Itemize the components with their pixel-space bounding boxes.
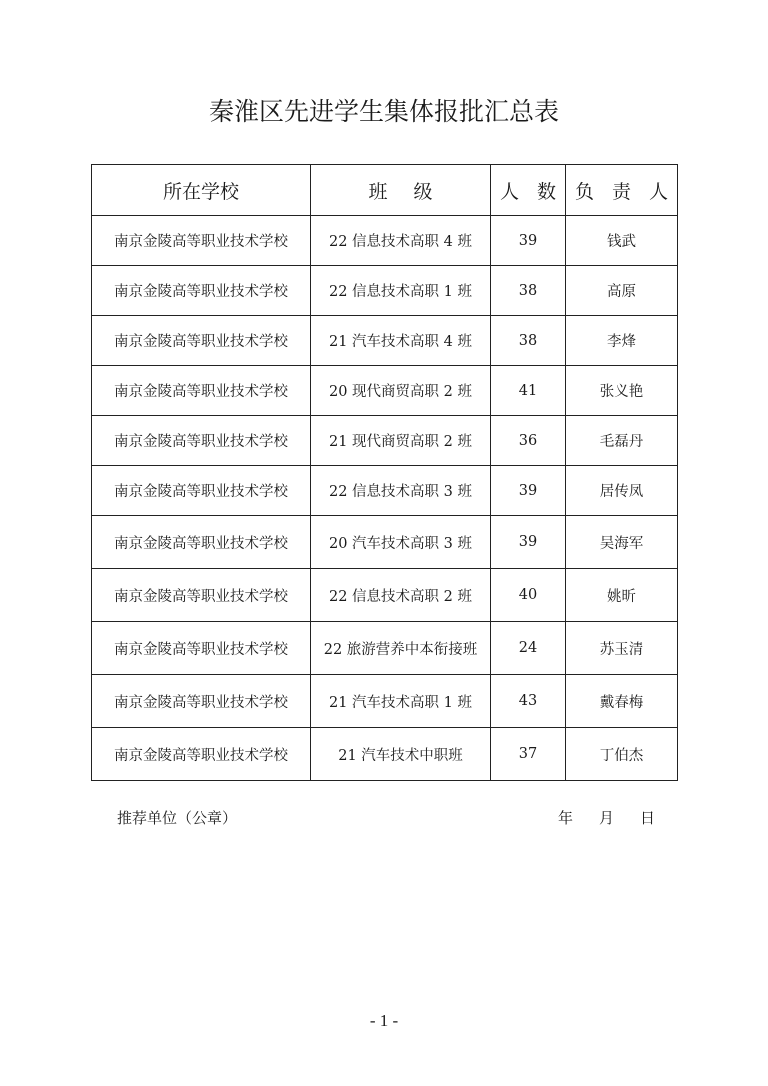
table-row: [92, 216, 678, 266]
cell-class: 21 汽车技术高职 1 班: [311, 675, 491, 728]
cell-lead: 丁伯杰: [566, 728, 678, 781]
cell-lead: 高原: [566, 266, 678, 316]
document-title: 秦淮区先进学生集体报批汇总表: [208, 97, 559, 126]
cell-lead: 钱武: [566, 216, 678, 266]
header-school: 所在学校: [92, 165, 311, 216]
cell-class: 22 信息技术高职 1 班: [311, 266, 491, 316]
cell-class: 20 现代商贸高职 2 班: [311, 366, 491, 416]
cell-class: 21 汽车技术高职 4 班: [311, 316, 491, 366]
date-line: [558, 807, 655, 828]
cell-lead: 李烽: [566, 316, 678, 366]
table-row: [92, 466, 678, 516]
cell-school: 南京金陵高等职业技术学校: [92, 366, 311, 416]
cell-lead: 姚昕: [566, 569, 678, 622]
cell-count: 40: [491, 569, 566, 622]
cell-count: 36: [491, 416, 566, 466]
page-number: - 1 -: [369, 1011, 399, 1030]
cell-lead: 苏玉清: [566, 622, 678, 675]
recommender-seal-label: 推荐单位（公章）: [117, 809, 238, 827]
cell-count: 24: [491, 622, 566, 675]
table-row: [92, 416, 678, 466]
cell-school: 南京金陵高等职业技术学校: [92, 516, 311, 569]
table-row: [92, 516, 678, 569]
table-row: [92, 266, 678, 316]
cell-class: 20 汽车技术高职 3 班: [311, 516, 491, 569]
year-label: 年: [558, 809, 574, 827]
table-header-row: [92, 165, 678, 216]
cell-school: 南京金陵高等职业技术学校: [92, 416, 311, 466]
header-lead: 负 责 人: [566, 165, 678, 216]
table-row: [92, 316, 678, 366]
cell-school: 南京金陵高等职业技术学校: [92, 266, 311, 316]
summary-table: [91, 164, 678, 781]
cell-count: 37: [491, 728, 566, 781]
cell-school: 南京金陵高等职业技术学校: [92, 675, 311, 728]
cell-class: 22 信息技术高职 2 班: [311, 569, 491, 622]
day-label: 日: [640, 809, 656, 827]
cell-class: 22 信息技术高职 4 班: [311, 216, 491, 266]
cell-lead: 吴海军: [566, 516, 678, 569]
cell-count: 38: [491, 266, 566, 316]
cell-class: 22 信息技术高职 3 班: [311, 466, 491, 516]
cell-school: 南京金陵高等职业技术学校: [92, 216, 311, 266]
table-row: [92, 366, 678, 416]
cell-count: 41: [491, 366, 566, 416]
cell-school: 南京金陵高等职业技术学校: [92, 466, 311, 516]
table-row: [92, 675, 678, 728]
table-row: [92, 728, 678, 781]
cell-count: 43: [491, 675, 566, 728]
cell-lead: 张义艳: [566, 366, 678, 416]
table-row: [92, 622, 678, 675]
table-row: [92, 569, 678, 622]
cell-count: 39: [491, 216, 566, 266]
cell-school: 南京金陵高等职业技术学校: [92, 569, 311, 622]
cell-school: 南京金陵高等职业技术学校: [92, 316, 311, 366]
cell-count: 38: [491, 316, 566, 366]
cell-count: 39: [491, 516, 566, 569]
cell-class: 21 现代商贸高职 2 班: [311, 416, 491, 466]
cell-class: 22 旅游营养中本衔接班: [311, 622, 491, 675]
cell-school: 南京金陵高等职业技术学校: [92, 622, 311, 675]
cell-count: 39: [491, 466, 566, 516]
cell-class: 21 汽车技术中职班: [311, 728, 491, 781]
month-label: 月: [599, 809, 615, 827]
header-class: 班 级: [311, 165, 491, 216]
cell-lead: 毛磊丹: [566, 416, 678, 466]
cell-school: 南京金陵高等职业技术学校: [92, 728, 311, 781]
header-count: 人 数: [491, 165, 566, 216]
cell-lead: 戴春梅: [566, 675, 678, 728]
cell-lead: 居传凤: [566, 466, 678, 516]
